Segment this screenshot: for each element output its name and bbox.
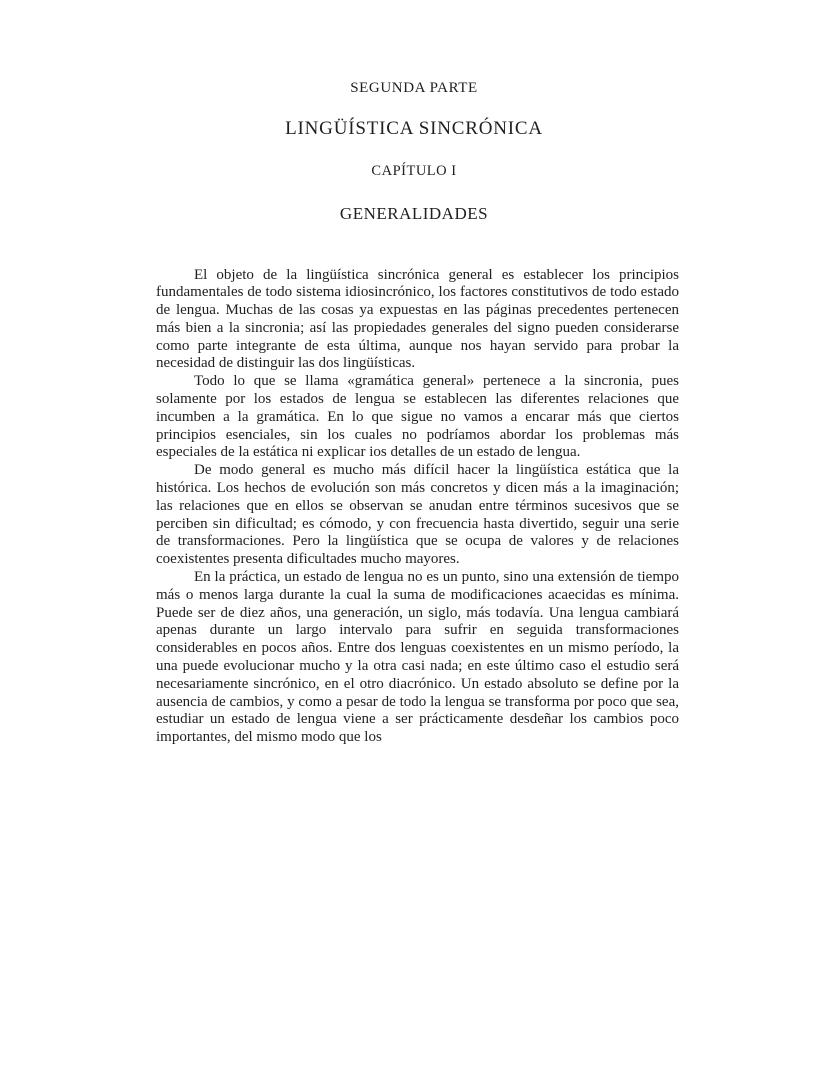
chapter-heading: CAPÍTULO I [371, 163, 457, 179]
paragraph-4: En la práctica, un estado de lengua no es un punto, sino una extensión de tiempo más o menos larga durante la cual la suma de modificaciones acaecidas es mínima. Puede ser de diez años, una generación, un siglo, más todavía. Una lengua cambiará apenas durante un largo intervalo para sufrir en seguida transformaciones considerables en pocos años. Entre dos lenguas coexistentes en un mismo período, la una puede evolucionar mucho y la otra casi nada; en este último caso el estudio será necesariamente sincrónico, en el otro diacrónico. Un estado absoluto se define por la ausencia de cambios, y como a pesar de todo la lengua se transforma por poco que sea, estudiar un estado de lengua viene a ser prácticamente desdeñar los cambios poco importantes, del mismo modo que los [156, 569, 679, 746]
section-title: LINGÜÍSTICA SINCRÓNICA [285, 118, 543, 139]
page-headings [0, 0, 828, 222]
paragraph-3: De modo general es mucho más difícil hacer la lingüística estática que la histórica. Los hechos de evolución son más concretos y dicen más a la imaginación; las relaciones que en ellos se observan se anudan entre términos sucesivos que se perciben sin dificultad; es cómodo, y con frecuencia hasta divertido, seguir una serie de transformaciones. Pero la lingüística que se ocupa de valores y de relaciones coexistentes presenta dificultades mucho mayores. [156, 462, 679, 568]
paragraph-1: El objeto de la lingüística sincrónica general es establecer los principios fundamentales de todo sistema idiosincrónico, los factores constitutivos de todo estado de lengua. Muchas de las cosas ya expuestas en las páginas precedentes pertenecen más bien a la sincronia; así las propiedades generales del signo pueden considerarse como parte integrante de esta última, aunque nos hayan servido para probar la necesidad de distinguir las dos lingüísticas. [156, 266, 679, 372]
paragraph-2: Todo lo que se llama «gramática general» pertenece a la sincronia, pues solamente por los estados de lengua se establecen las diferentes relaciones que incumben a la gramática. En lo que sigue no vamos a encarar más que ciertos principios esenciales, sin los cuales no podríamos abordar los problemas más especiales de la estática ni explicar ios detalles de un estado de lengua. [156, 373, 679, 461]
part-heading: SEGUNDA PARTE [350, 80, 478, 96]
body-text [156, 267, 679, 748]
chapter-title: GENERALIDADES [339, 203, 489, 223]
